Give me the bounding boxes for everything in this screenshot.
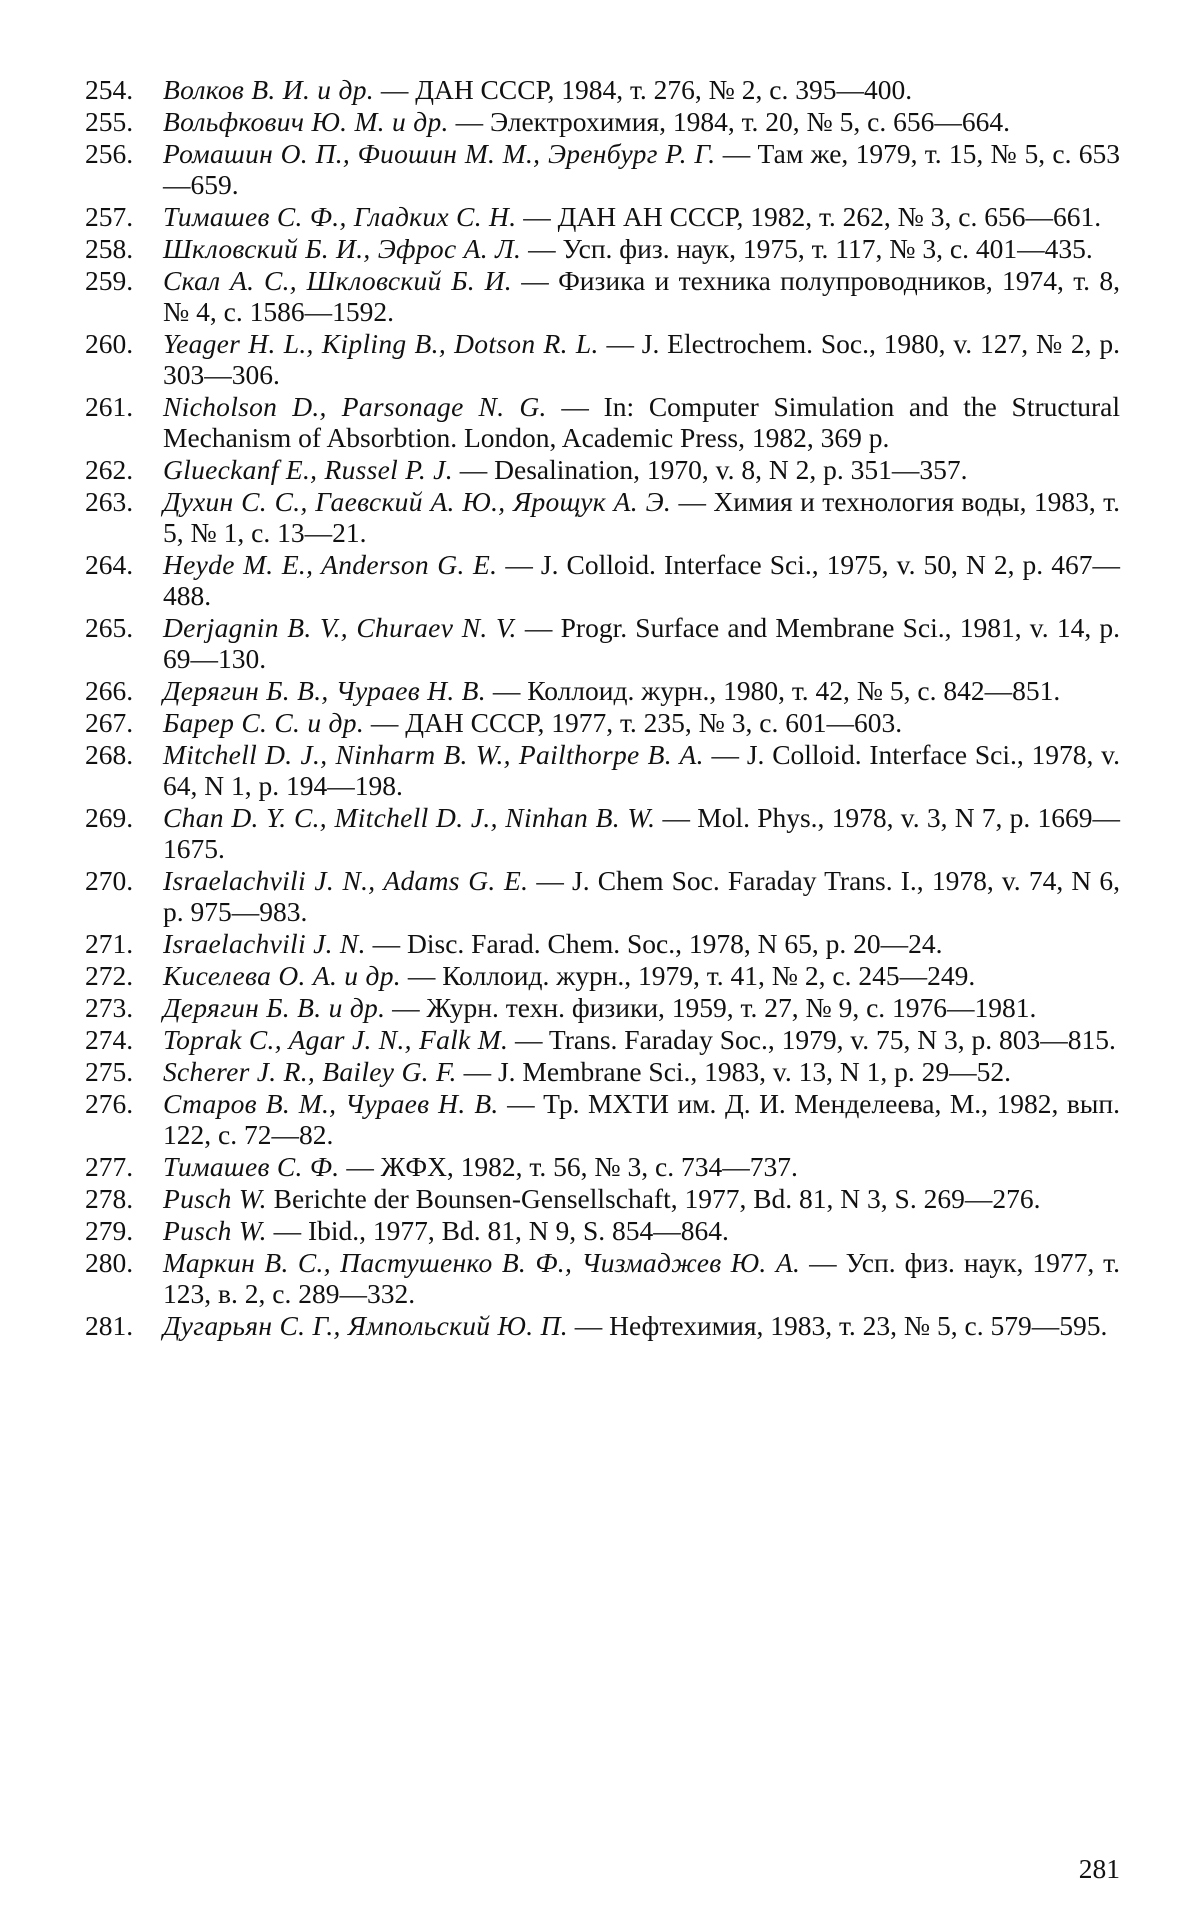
reference-item (85, 865, 1120, 927)
reference-number: 271. (85, 928, 134, 959)
reference-source: — Журн. техн. физики, 1959, т. 27, № 9, с. 1976—1981. (385, 992, 1037, 1023)
reference-authors: Ромашин О. П., Фиошин М. М., Эренбург Р. Г. (163, 138, 716, 169)
reference-number: 278. (85, 1183, 134, 1214)
reference-source: — Физика и техника полупроводников, 1974, т. 8, № 4, с. 1586—1592. (163, 265, 1120, 327)
reference-source: — In: Computer Simulation and the Structural Mechanism of Absorbtion. London, Academic Press, 1982, 369 p. (163, 391, 1120, 453)
reference-item (85, 265, 1120, 327)
reference-number: 280. (85, 1247, 134, 1278)
reference-authors: Дерягин Б. В., Чураев Н. В. (163, 675, 486, 706)
reference-number: 281. (85, 1310, 134, 1341)
reference-item (85, 233, 1120, 264)
reference-item (85, 138, 1120, 200)
reference-item (85, 960, 1120, 991)
reference-source: — Trans. Faraday Soc., 1979, v. 75, N 3, p. 803—815. (508, 1024, 1116, 1055)
reference-authors: Вольфкович Ю. М. и др. (163, 106, 449, 137)
reference-authors: Yeager H. L., Kipling B., Dotson R. L. (163, 328, 599, 359)
reference-source: — J. Chem Soc. Faraday Trans. I., 1978, v. 74, N 6, p. 975—983. (163, 865, 1120, 927)
reference-number: 258. (85, 233, 134, 264)
reference-item (85, 1247, 1120, 1309)
reference-authors: Шкловский Б. И., Эфрос А. Л. (163, 233, 522, 264)
reference-source: — Mol. Phys., 1978, v. 3, N 7, p. 1669—1675. (163, 802, 1120, 864)
reference-authors: Тимашев С. Ф. (163, 1151, 340, 1182)
reference-number: 257. (85, 201, 134, 232)
reference-number: 256. (85, 138, 134, 169)
reference-number: 268. (85, 739, 134, 770)
reference-authors: Glueckanf E., Russel P. J. (163, 454, 453, 485)
reference-item (85, 1056, 1120, 1087)
reference-source: — Усп. физ. наук, 1977, т. 123, в. 2, с. 289—332. (163, 1247, 1120, 1309)
reference-source: — J. Colloid. Interface Sci., 1978, v. 64, N 1, p. 194—198. (163, 739, 1120, 801)
reference-authors: Волков В. И. и др. (163, 74, 374, 105)
reference-number: 269. (85, 802, 134, 833)
reference-item (85, 1215, 1120, 1246)
reference-item (85, 739, 1120, 801)
reference-authors: Mitchell D. J., Ninharm B. W., Pailthorpe B. A. (163, 739, 704, 770)
reference-source: — Коллоид. журн., 1979, т. 41, № 2, с. 245—249. (400, 960, 976, 991)
reference-source: Berichte der Bounsen-Gensellschaft, 1977, Bd. 81, N 3, S. 269—276. (266, 1183, 1041, 1214)
reference-source: — ЖФХ, 1982, т. 56, № 3, с. 734—737. (339, 1151, 798, 1182)
reference-item (85, 486, 1120, 548)
reference-item (85, 1088, 1120, 1150)
reference-authors: Духин С. С., Гаевский А. Ю., Ярощук А. Э. (163, 486, 672, 517)
reference-source: — Химия и технология воды, 1983, т. 5, № 1, с. 13—21. (163, 486, 1120, 548)
reference-item (85, 1183, 1120, 1214)
reference-number: 259. (85, 265, 134, 296)
reference-item (85, 1024, 1120, 1055)
reference-source: — Там же, 1979, т. 15, № 5, с. 653—659. (163, 138, 1120, 200)
reference-item (85, 1310, 1120, 1341)
reference-authors: Heyde M. E., Anderson G. E. (163, 549, 498, 580)
reference-item (85, 106, 1120, 137)
reference-authors: Скал А. С., Шкловский Б. И. (163, 265, 512, 296)
reference-source: — Progr. Surface and Membrane Sci., 1981, v. 14, p. 69—130. (163, 612, 1121, 674)
reference-item (85, 454, 1120, 485)
reference-item (85, 802, 1120, 864)
reference-number: 260. (85, 328, 134, 359)
reference-number: 276. (85, 1088, 134, 1119)
reference-source: — Коллоид. журн., 1980, т. 42, № 5, с. 842—851. (485, 675, 1061, 706)
reference-number: 275. (85, 1056, 134, 1087)
reference-number: 279. (85, 1215, 134, 1246)
reference-authors: Барер С. С. и др. (163, 707, 364, 738)
reference-item (85, 1151, 1120, 1182)
reference-item (85, 549, 1120, 611)
reference-number: 263. (85, 486, 134, 517)
reference-source: — ДАН СССР, 1984, т. 276, № 2, с. 395—400. (373, 74, 913, 105)
reference-authors: Scherer J. R., Bailey G. F. (163, 1056, 457, 1087)
reference-number: 266. (85, 675, 134, 706)
reference-number: 267. (85, 707, 134, 738)
reference-authors: Pusch W. (163, 1183, 267, 1214)
reference-number: 265. (85, 612, 134, 643)
reference-source: — Ibid., 1977, Bd. 81, N 9, S. 854—864. (266, 1215, 729, 1246)
reference-authors: Маркин В. С., Пастушенко В. Ф., Чизмаджев Ю. А. (163, 1247, 801, 1278)
reference-number: 261. (85, 391, 134, 422)
reference-number: 264. (85, 549, 134, 580)
reference-item (85, 74, 1120, 105)
reference-authors: Старов В. М., Чураев Н. В. (163, 1088, 499, 1119)
reference-item (85, 707, 1120, 738)
reference-source: — Электрохимия, 1984, т. 20, № 5, с. 656—664. (448, 106, 1010, 137)
reference-source: — Тр. МХТИ им. Д. И. Менделеева, М., 1982, вып. 122, с. 72—82. (163, 1088, 1120, 1150)
reference-source: — Desalination, 1970, v. 8, N 2, p. 351—357. (452, 454, 968, 485)
reference-authors: Киселева О. А. и др. (163, 960, 401, 991)
reference-authors: Nicholson D., Parsonage N. G. (163, 391, 547, 422)
reference-number: 277. (85, 1151, 134, 1182)
reference-authors: Дугарьян С. Г., Ямпольский Ю. П. (163, 1310, 568, 1341)
reference-number: 273. (85, 992, 134, 1023)
reference-source: — Нефтехимия, 1983, т. 23, № 5, с. 579—595. (567, 1310, 1108, 1341)
reference-authors: Дерягин Б. В. и др. (163, 992, 386, 1023)
reference-authors: Toprak C., Agar J. N., Falk M. (163, 1024, 509, 1055)
reference-item (85, 928, 1120, 959)
reference-authors: Israelachvili J. N. (163, 928, 366, 959)
reference-item (85, 201, 1120, 232)
reference-source: — J. Membrane Sci., 1983, v. 13, N 1, p. 29—52. (456, 1056, 1012, 1087)
reference-source: — ДАН СССР, 1977, т. 235, № 3, с. 601—603. (364, 707, 903, 738)
reference-number: 255. (85, 106, 134, 137)
reference-authors: Chan D. Y. C., Mitchell D. J., Ninhan B. W. (163, 802, 656, 833)
reference-item (85, 612, 1120, 674)
reference-source: — J. Electrochem. Soc., 1980, v. 127, № 2, p. 303—306. (163, 328, 1121, 390)
reference-number: 262. (85, 454, 134, 485)
reference-source: — J. Colloid. Interface Sci., 1975, v. 50, N 2, p. 467—488. (163, 549, 1120, 611)
reference-number: 274. (85, 1024, 134, 1055)
page-number: 281 (1078, 1853, 1120, 1884)
reference-authors: Тимашев С. Ф., Гладких С. Н. (163, 201, 517, 232)
reference-item (85, 675, 1120, 706)
reference-list (85, 74, 1120, 1342)
reference-authors: Derjagnin B. V., Churaev N. V. (163, 612, 517, 643)
reference-source: — Disc. Farad. Chem. Soc., 1978, N 65, p. 20—24. (365, 928, 943, 959)
reference-authors: Pusch W. (163, 1215, 267, 1246)
reference-number: 254. (85, 74, 134, 105)
reference-authors: Israelachvili J. N., Adams G. E. (163, 865, 529, 896)
reference-source: — ДАН АН СССР, 1982, т. 262, № 3, с. 656—661. (516, 201, 1102, 232)
reference-item (85, 328, 1120, 390)
reference-number: 270. (85, 865, 134, 896)
reference-item (85, 992, 1120, 1023)
reference-number: 272. (85, 960, 134, 991)
reference-source: — Усп. физ. наук, 1975, т. 117, № 3, с. 401—435. (521, 233, 1093, 264)
reference-item (85, 391, 1120, 453)
